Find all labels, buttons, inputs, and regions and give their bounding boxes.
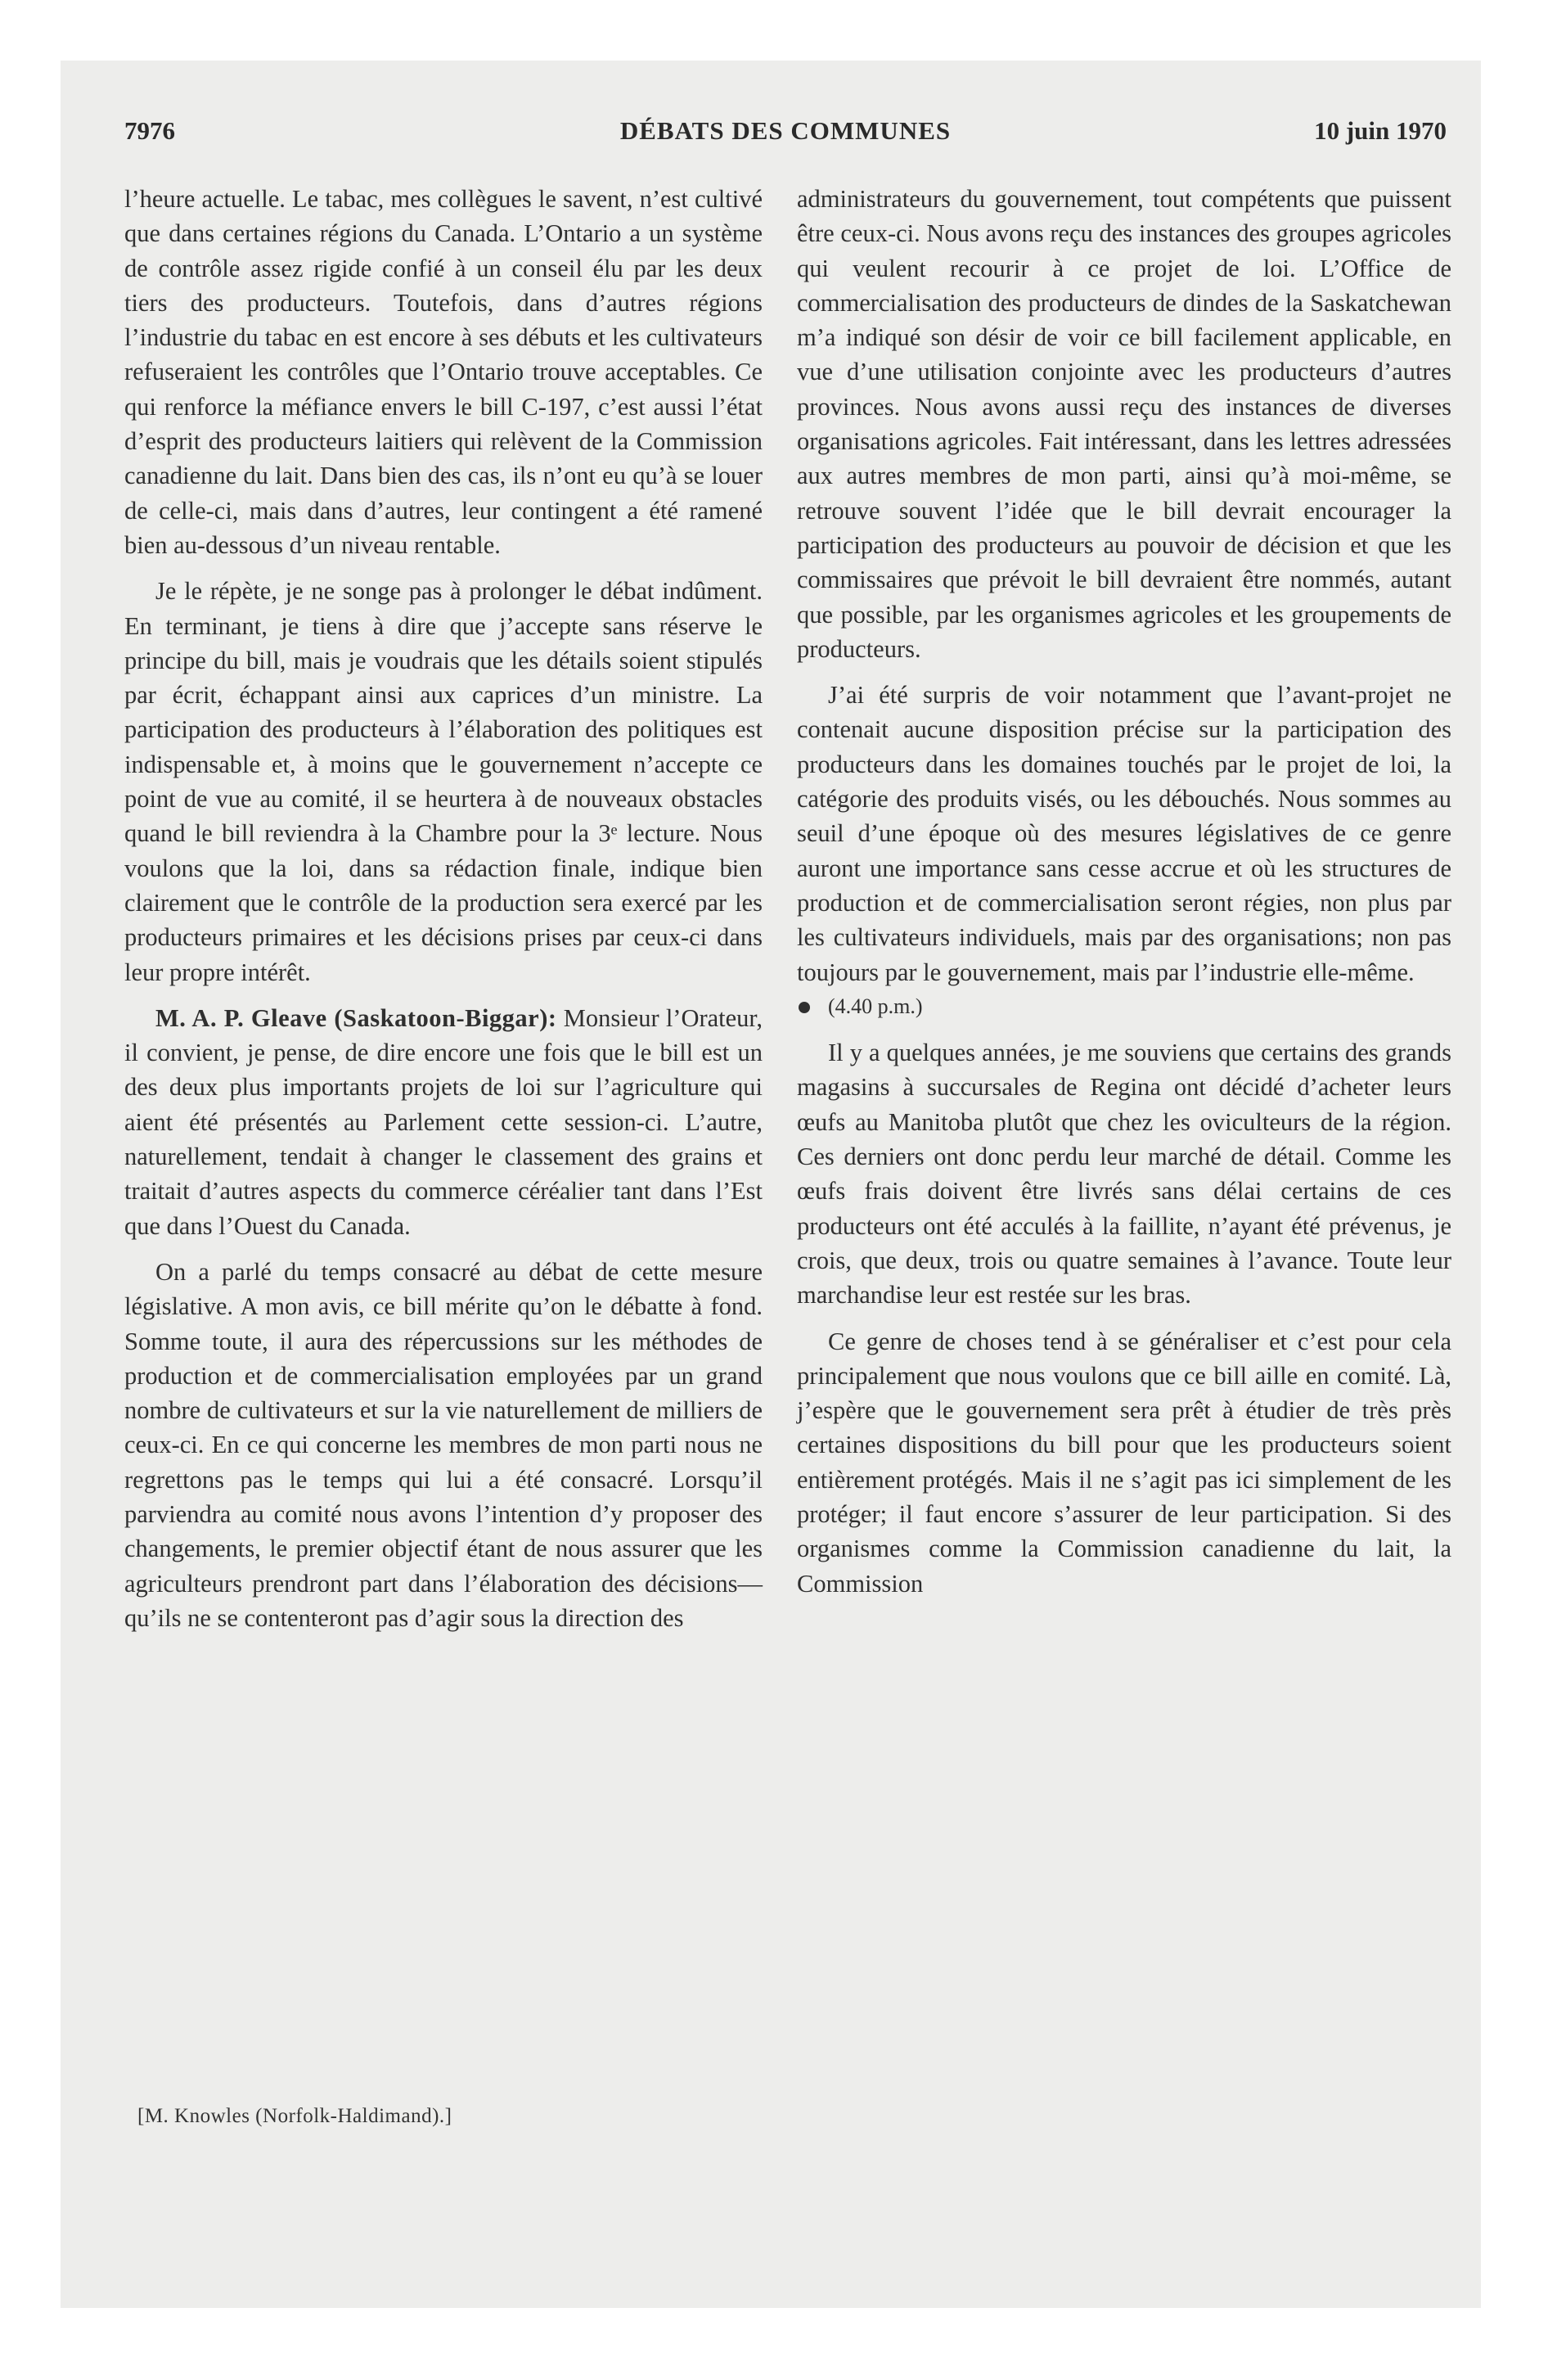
paragraph: On a parlé du temps consacré au débat de cette mesure législative. A mon avis, ce bill mérite qu’on le débatte à fond. Somme toute, il aura des répercussions sur les méthodes de production et de commercialisation employées par un grand nombre de cultivateurs et sur la vie naturellement de milliers de ceux-ci. En ce qui concerne les membres de mon parti nous ne regrettons pas le temps qui lui a été consacré. Lorsqu’il parviendra au comité nous avons l’intention d’y proposer des changements, le premier objectif étant de nous assurer que les agriculteurs prendront part dans l’élaboration des décisions—qu’ils ne se contenteront pas d’agir sous la direction des [124,1257,763,1632]
time-stamp [797,989,1451,1024]
page-date: 10 juin 1970 [1314,116,1447,145]
paragraph: l’heure actuelle. Le tabac, mes collègues le savent, n’est cultivé que dans certaines régions du Canada. L’Ontario a un système de contrôle assez rigide confié à un conseil élu par les deux tiers des producteurs. Toutefois, dans d’autres régions l’industrie du tabac en est encore à ses débuts et les cultivateurs refuseraient les contrôles que l’Ontario trouve acceptables. Ce qui renforce la méfiance envers le bill C-197, c’est aussi l’état d’esprit des producteurs laitiers qui relèvent de la Commission canadienne du lait. Dans bien des cas, ils n’ont eu qu’à se louer de celle-ci, mais dans d’autres, leur contingent a été ramené bien au-dessous d’un niveau rentable. [124,185,763,559]
page-header [124,116,1447,152]
paragraph: administrateurs du gouvernement, tout compétents que puissent être ceux-ci. Nous avons reçu des instances des groupes agricoles qui veulent recourir à ce projet de loi. L’Office de commercialisation des producteurs de dindes de la Saskatchewan m’a indiqué son désir de voir ce bill facilement applicable, en vue d’une utilisation conjointe avec les producteurs d’autres provinces. Nous avons aussi reçu des instances de diverses organisations agricoles. Fait intéressant, dans les lettres adressées aux autres membres de mon parti, ainsi qu’à moi-même, se retrouve souvent l’idée que le bill devrait encourager la participation des producteurs au pouvoir de décision et que les commissaires que prévoit le bill devraient être nommés, autant que possible, par les organismes agricoles et les groupements de producteurs. [797,185,1451,663]
left-column [124,182,763,1635]
paragraph: J’ai été surpris de voir notamment que l’avant-projet ne contenait aucune disposition précise sur la participation des producteurs dans les domaines touchés par le projet de loi, la catégorie des produits visés, ou les débouchés. Nous sommes au seuil d’une époque où des mesures législatives de ce genre auront une importance sans cesse accrue et où les structures de production et de commercialisation seront régies, non plus par les cultivateurs individuels, mais par des organisations; non pas toujours par le gouvernement, mais par l’industrie elle-même. [797,681,1451,986]
time-text: (4.40 p.m.) [828,994,923,1018]
paragraph: Ce genre de choses tend à se généraliser et c’est pour cela principalement que nous voulons que ce bill aille en comité. Là, j’espère que le gouvernement sera prêt à étudier de très près certaines dispositions du bill pour que les producteurs soient entièrement protégés. Mais il ne s’agit pas ici simplement de les protéger; il faut encore s’assurer de leur participation. Si des organismes comme la Commission canadienne du lait, la Commission [797,1327,1451,1598]
bullet-icon [799,1002,810,1013]
publication-title: DÉBATS DES COMMUNES [619,116,952,145]
speech-text: Monsieur l’Orateur, il convient, je pense, de dire encore une fois que le bill est un des deux plus importants projets de loi sur l’agriculture qui aient été présentés au Parlement cette session-ci. L’autre, naturellement, tendait à changer le classement des grains et traitait d’autres aspects du commerce céréalier tant dans l’Est que dans l’Ouest du Canada. [124,1003,763,1240]
speech-paragraph [124,1001,763,1243]
paragraph: Je le répète, je ne songe pas à prolonger le débat indûment. En terminant, je tiens à dire que j’accepte sans réserve le principe du bill, mais je voudrais que les détails soient stipulés par écrit, échappant ainsi aux caprices d’un ministre. La participation des producteurs à l’élaboration des politiques est indispensable et, à moins que le gouvernement n’accepte ce point de vue au comité, il se heurtera à de nouveaux obstacles quand le bill reviendra à la Chambre pour la 3ᵉ lecture. Nous voulons que la loi, dans sa rédaction finale, indique bien clairement que le contrôle de la production sera exercé par les producteurs primaires et les décisions prises par ceux-ci dans leur propre intérêt. [124,577,763,986]
right-column [797,182,1451,1601]
page-number: 7976 [124,116,175,145]
speaker-name: M. A. P. Gleave (Saskatoon-Biggar): [155,1003,557,1032]
speaker-attribution: [M. Knowles (Norfolk-Haldimand).] [137,2105,452,2127]
paragraph: Il y a quelques années, je me souviens que certains des grands magasins à succursales de Regina ont décidé d’acheter leurs œufs au Manitoba plutôt que chez les oviculteurs de la région. Ces derniers ont donc perdu leur marché de détail. Comme les œufs frais doivent être livrés sans délai certains de ces producteurs ont été acculés à la faillite, n’ayant été prévenus, je crois, que deux, trois ou quatre semaines à l’avance. Toute leur marchandise leur est restée sur les bras. [797,1039,1451,1309]
